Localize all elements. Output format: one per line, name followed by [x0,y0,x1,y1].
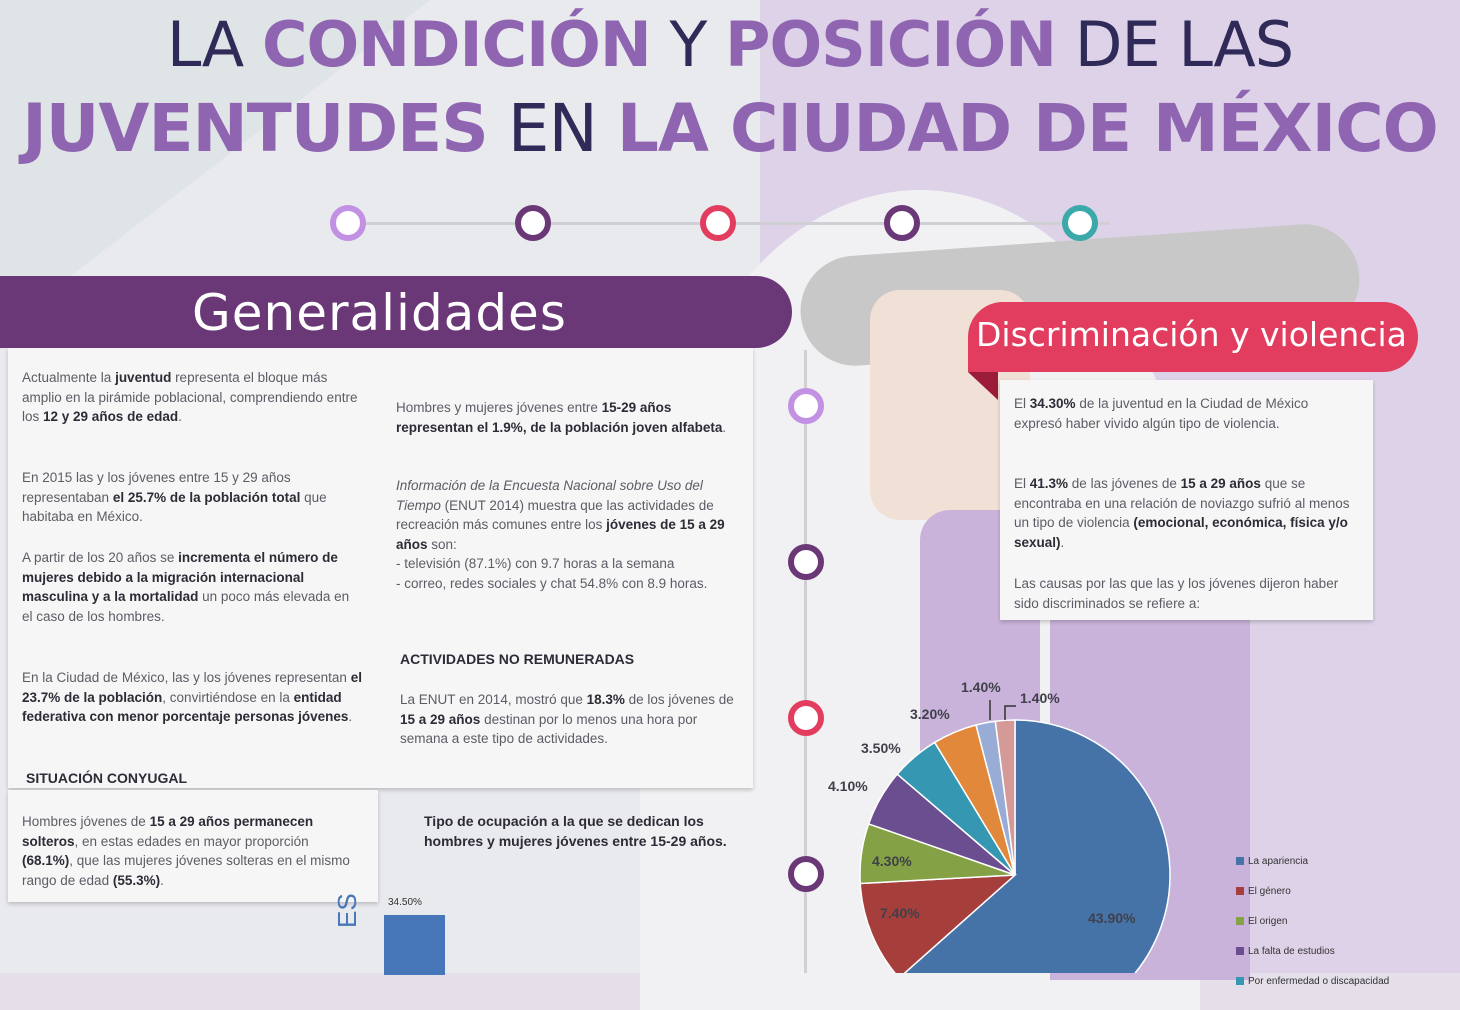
section-heading: SITUACIÓN CONYUGAL [26,770,187,786]
leader-line [1005,706,1016,720]
title-text: CONDICIÓN [261,8,651,81]
pie-data-label: 1.40% [961,679,1001,695]
paragraph: El 41.3% de las jóvenes de 15 a 29 años que se encontraba en una relación de noviazgo sufrió al menos un tipo de violencia (emocional, económica, física y/o sexual). [1014,476,1350,550]
paragraph: Hombres jóvenes de 15 a 29 años permanecen solteros, en estas edades en mayor proporción (68.1%), que las mujeres jóvenes solteras en el mismo rango de edad (55.3%). [22,814,350,888]
section-title: Discriminación y violencia [976,315,1407,354]
title-text: POSICIÓN [725,8,1057,81]
paragraph: En 2015 las y los jóvenes entre 15 y 29 años representaban el 25.7% de la población total que habitaba en México. [22,470,327,524]
pie-data-label: 7.40% [880,905,920,921]
paragraph: En la Ciudad de México, las y los jóvenes representan el 23.7% de la población, convirtiéndose en la entidad federativa con menor porcentaje personas jóvenes. [22,670,362,724]
paragraph: La ENUT en 2014, mostró que 18.3% de los jóvenes de 15 a 29 años destinan por lo menos una hora por semana a este tipo de actividades. [400,692,734,746]
section-title: Generalidades [192,284,567,342]
legend-label: Por enfermedad o discapacidad [1248,975,1390,987]
paragraph: El 34.30% de la juventud en la Ciudad de México expresó haber vivido algún tipo de violencia. [1014,396,1309,431]
title-text: LA [166,8,262,81]
legend-label: El origen [1248,915,1288,927]
legend-swatch [1236,947,1244,955]
legend-swatch [1236,977,1244,985]
pie-data-label: 1.40% [1020,690,1060,706]
paragraph: Información de la Encuesta Nacional sobre Uso del Tiempo (ENUT 2014) muestra que las actividades de recreación más comunes entre los jóvenes de 15 a 29 años son: - televisión (87.1%) con 9.7 horas a la semana - correo, redes sociales y chat 54.8% con 8.9 horas. [396,478,725,591]
legend-label: La falta de estudios [1248,945,1335,957]
title-text: LA CIUDAD DE MÉXICO [616,90,1438,167]
pie-data-label: 43.90% [1088,910,1136,926]
legend-item [1236,966,1389,996]
legend-label: El género [1248,885,1291,897]
legend-label: La apariencia [1248,855,1309,867]
paragraph: A partir de los 20 años se incrementa el número de mujeres debido a la migración internacional masculina y a la mortalidad un poco más elevada en el caso de los hombres. [22,550,350,624]
legend-item [1236,906,1389,936]
legend-swatch [1236,857,1244,865]
legend-item [1236,846,1389,876]
pie-data-label: 3.50% [861,740,901,756]
title-text: Y [650,8,726,81]
paragraph: Hombres y mujeres jóvenes entre 15-29 años representan el 1.9%, de la población joven alfabeta. [396,400,727,435]
title-text: JUVENTUDES [22,90,488,167]
legend-item [1236,876,1389,906]
legend-item [1236,936,1389,966]
bar-chart-axis-label: ES [332,893,362,928]
pie-legend [1236,846,1389,996]
legend-swatch [1236,917,1244,925]
bar-chart-label: 34.50% [388,897,422,908]
legend-swatch [1236,887,1244,895]
pie-data-label: 4.10% [828,778,868,794]
chart-title: Tipo de ocupación a la que se dedican los hombres y mujeres jóvenes entre 15-29 años. [424,813,727,849]
title-text: DE LAS [1056,8,1294,81]
paragraph: Las causas por las que las y los jóvenes dijeron haber sido discriminados se refiere a: [1014,576,1339,611]
pie-data-label: 4.30% [872,853,912,869]
title-text: EN [487,90,617,167]
pie-data-label: 3.20% [910,706,950,722]
paragraph: Actualmente la juventud representa el bloque más amplio en la pirámide poblacional, comprendiendo entre los 12 y 29 años de edad. [22,370,358,424]
section-heading: ACTIVIDADES NO REMUNERADAS [400,651,635,667]
